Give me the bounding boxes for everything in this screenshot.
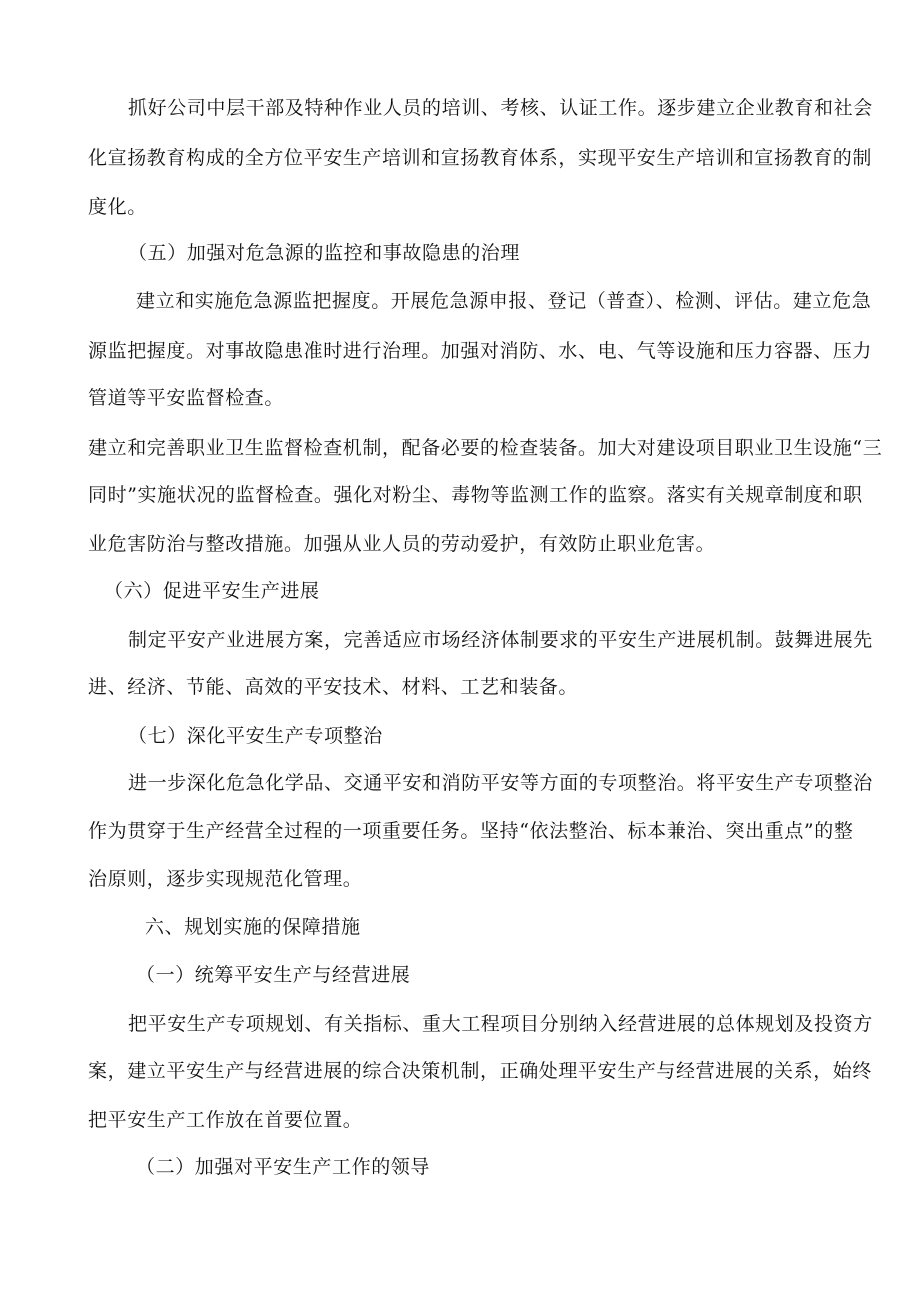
paragraph-line: 源监把握度。对事故隐患准时进行治理。加强对消防、水、电、气等设施和压力容器、压力 — [88, 340, 873, 362]
paragraph-line: 案，建立平安生产与经营进展的综合决策机制，正确处理平安生产与经营进展的关系，始终 — [88, 1060, 873, 1082]
section-heading: （七）深化平安生产专项整治 — [128, 725, 383, 747]
paragraph-line: 建立和完善职业卫生监督检查机制，配备必要的检查装备。加大对建设项目职业卫生设施“三 — [88, 437, 883, 459]
paragraph-line: 治原则，逐步实现规范化管理。 — [88, 868, 363, 890]
paragraph-line: 抓好公司中层干部及特种作业人员的培训、考核、认证工作。逐步建立企业教育和社会 — [128, 97, 873, 119]
section-heading: （六）促进平安生产进展 — [104, 580, 320, 602]
paragraph-line: 作为贯穿于生产经营全过程的一项重要任务。坚持“依法整治、标本兼治、突出重点”的整 — [88, 820, 854, 842]
paragraph-line: 建立和实施危急源监把握度。开展危急源申报、登记（普查）、检测、评估。建立危急 — [136, 290, 872, 312]
chapter-heading: 六、规划实施的保障措施 — [145, 916, 361, 938]
paragraph-line: 同时”实施状况的监督检查。强化对粉尘、毒物等监测工作的监察。落实有关规章制度和职 — [88, 484, 863, 506]
section-heading: （五）加强对危急源的监控和事故隐患的治理 — [128, 242, 521, 264]
paragraph-line: 把平安生产专项规划、有关指标、重大工程项目分别纳入经营进展的总体规划及投资方 — [128, 1013, 873, 1035]
section-heading: （一）统筹平安生产与经营进展 — [136, 964, 411, 986]
paragraph-line: 度化。 — [88, 196, 147, 218]
paragraph-line: 业危害防治与整改措施。加强从业人员的劳动爱护，有效防止职业危害。 — [88, 533, 716, 555]
paragraph-line: 化宣扬教育构成的全方位平安生产培训和宣扬教育体系，实现平安生产培训和宣扬教育的制 — [88, 147, 873, 169]
paragraph-line: 管道等平安监督检查。 — [88, 387, 285, 409]
paragraph-line: 进、经济、节能、高效的平安技术、材料、工艺和装备。 — [88, 676, 579, 698]
paragraph-line: 制定平安产业进展方案，完善适应市场经济体制要求的平安生产进展机制。鼓舞进展先 — [128, 629, 873, 651]
paragraph-line: 把平安生产工作放在首要位置。 — [88, 1109, 363, 1131]
section-heading: （二）加强对平安生产工作的领导 — [136, 1156, 431, 1178]
paragraph-line: 进一步深化危急化学品、交通平安和消防平安等方面的专项整治。将平安生产专项整治 — [128, 772, 873, 794]
